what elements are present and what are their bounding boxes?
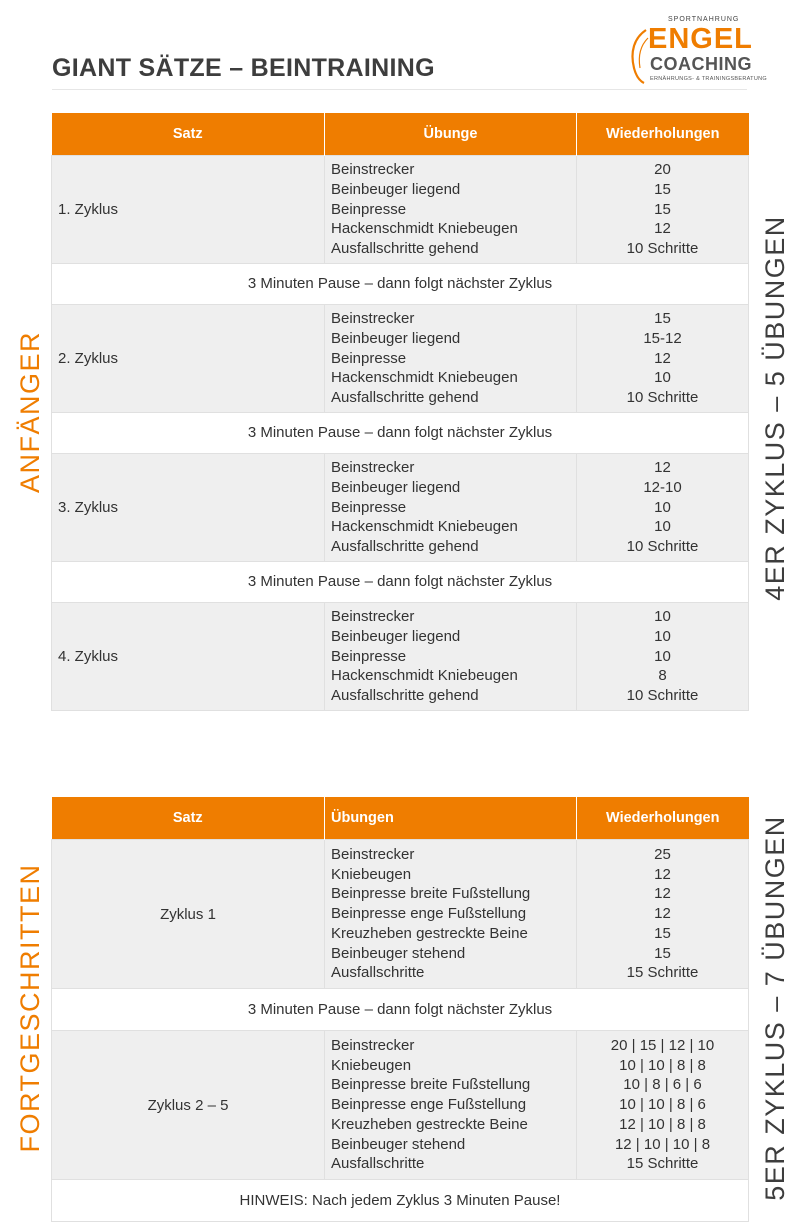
runner-swoosh-icon [628,28,650,84]
advanced-side-label: FORTGESCHRITTEN [15,863,45,1153]
exercise-list [325,1031,577,1180]
exercise-list [325,304,577,412]
cycle-label: Zyklus 1 [52,840,325,989]
reps: 25 [654,845,671,863]
exercise: Kniebeugen [331,865,412,883]
pause-text: 3 Minuten Pause – dann folgt nächster Zyklus [52,561,749,602]
reps-list [577,602,749,710]
table-row [52,304,749,412]
reps: 12 [654,458,671,476]
exercise: Beinpresse [331,349,407,367]
reps-list [577,453,749,561]
reps: 10 Schritte [626,240,699,258]
reps: 15 Schritte [626,1155,699,1173]
reps: 20 | 15 | 12 | 10 [610,1036,715,1054]
exercise: Hackenschmidt Kniebeugen [331,220,518,238]
reps: 10 Schritte [626,687,699,705]
reps: 15 [654,924,671,942]
logo-line-3: COACHING [650,54,752,74]
advanced-table [51,797,749,1222]
table-row [52,156,749,264]
reps: 10 [654,369,671,387]
exercise: Beinstrecker [331,458,415,476]
pause-row [52,263,749,304]
reps: 10 [654,498,671,516]
exercise: Ausfallschritte gehend [331,389,479,407]
reps: 12 [654,885,671,903]
cycle-label: Zyklus 2 – 5 [52,1031,325,1180]
reps: 12 [654,220,671,238]
exercise: Hackenschmidt Kniebeugen [331,667,518,685]
cycle-label: 4. Zyklus [52,602,325,710]
reps: 12 | 10 | 10 | 8 [614,1135,711,1153]
advanced-cycle-label: 5ER ZYKLUS – 7 ÜBUNGEN [760,815,790,1201]
reps: 10 Schritte [626,538,699,556]
table-row [52,1031,749,1180]
header-wiederholungen: Wiederholungen [577,797,749,840]
pause-row [52,989,749,1031]
exercise: Ausfallschritte [331,964,425,982]
pause-row [52,412,749,453]
reps: 10 Schritte [626,389,699,407]
exercise: Ausfallschritte gehend [331,538,479,556]
exercise: Beinpresse [331,200,407,218]
reps: 10 | 10 | 8 | 8 [619,1056,706,1074]
reps-list [577,304,749,412]
reps: 10 | 8 | 6 | 6 [623,1076,702,1094]
logo-line-1: SPORTNAHRUNG [668,16,740,23]
table-row [52,602,749,710]
reps-list [577,156,749,264]
note-row [52,1180,749,1222]
cycle-label: 1. Zyklus [52,156,325,264]
table-header-row [52,113,749,156]
exercise: Beinpresse enge Fußstellung [331,1096,527,1114]
reps: 10 [654,518,671,536]
beginner-side-label: ANFÄNGER [15,330,45,494]
note-text: HINWEIS: Nach jedem Zyklus 3 Minuten Pause! [52,1180,749,1222]
reps: 15 [654,180,671,198]
exercise: Kreuzheben gestreckte Beine [331,924,528,942]
exercise: Beinstrecker [331,1036,415,1054]
table-row [52,453,749,561]
reps: 12 [654,865,671,883]
reps-list [577,840,749,989]
beginner-cycle-label: 4ER ZYKLUS – 5 ÜBUNGEN [760,215,790,601]
beginner-table [51,113,749,711]
exercise-list [325,602,577,710]
exercise: Beinpresse [331,647,407,665]
exercise: Hackenschmidt Kniebeugen [331,518,518,536]
table-row [52,840,749,989]
title-divider [52,89,747,90]
exercise: Kniebeugen [331,1056,412,1074]
reps: 10 [654,607,671,625]
exercise: Beinstrecker [331,845,415,863]
reps: 15-12 [643,329,682,347]
exercise: Beinstrecker [331,161,415,178]
reps: 20 [654,161,671,178]
reps: 10 [654,647,671,665]
reps: 15 [654,309,671,327]
exercise: Beinbeuger stehend [331,944,466,962]
exercise: Beinstrecker [331,309,415,327]
pause-text: 3 Minuten Pause – dann folgt nächster Zyklus [52,989,749,1031]
header-uebungen: Übungen [325,797,577,840]
exercise-list [325,840,577,989]
reps: 10 | 10 | 8 | 6 [619,1096,706,1114]
pause-text: 3 Minuten Pause – dann folgt nächster Zyklus [52,263,749,304]
logo-line-4: ERNÄHRUNGS- & TRAININGSBERATUNG [650,76,767,82]
header-wiederholungen: Wiederholungen [577,113,749,156]
table-header-row [52,797,749,840]
header-uebungen: Übunge [325,113,577,156]
exercise: Ausfallschritte gehend [331,687,479,705]
reps: 12 [654,905,671,923]
reps: 8 [658,667,667,685]
pause-row [52,561,749,602]
exercise: Ausfallschritte gehend [331,240,479,258]
header-satz: Satz [52,797,325,840]
reps: 12-10 [643,478,682,496]
logo-line-2: ENGEL [648,23,753,55]
page-title: GIANT SÄTZE – BEINTRAINING [52,54,435,82]
header-satz: Satz [52,113,325,156]
cycle-label: 2. Zyklus [52,304,325,412]
exercise: Beinpresse [331,498,407,516]
exercise: Beinbeuger liegend [331,180,461,198]
engel-coaching-logo [628,16,767,88]
exercise: Beinbeuger liegend [331,329,461,347]
exercise: Ausfallschritte [331,1155,425,1173]
exercise: Beinpresse breite Fußstellung [331,885,531,903]
reps: 10 [654,627,671,645]
reps: 12 [654,349,671,367]
exercise: Beinbeuger liegend [331,627,461,645]
exercise-list [325,156,577,264]
reps-list [577,1031,749,1180]
exercise: Beinpresse breite Fußstellung [331,1076,531,1094]
reps: 12 | 10 | 8 | 8 [619,1115,706,1133]
exercise: Beinstrecker [331,607,415,625]
exercise-list [325,453,577,561]
exercise: Hackenschmidt Kniebeugen [331,369,518,387]
pause-text: 3 Minuten Pause – dann folgt nächster Zyklus [52,412,749,453]
reps: 15 [654,200,671,218]
exercise: Kreuzheben gestreckte Beine [331,1115,528,1133]
exercise: Beinbeuger stehend [331,1135,466,1153]
reps: 15 [654,944,671,962]
cycle-label: 3. Zyklus [52,453,325,561]
exercise: Beinpresse enge Fußstellung [331,905,527,923]
reps: 15 Schritte [626,964,699,982]
exercise: Beinbeuger liegend [331,478,461,496]
